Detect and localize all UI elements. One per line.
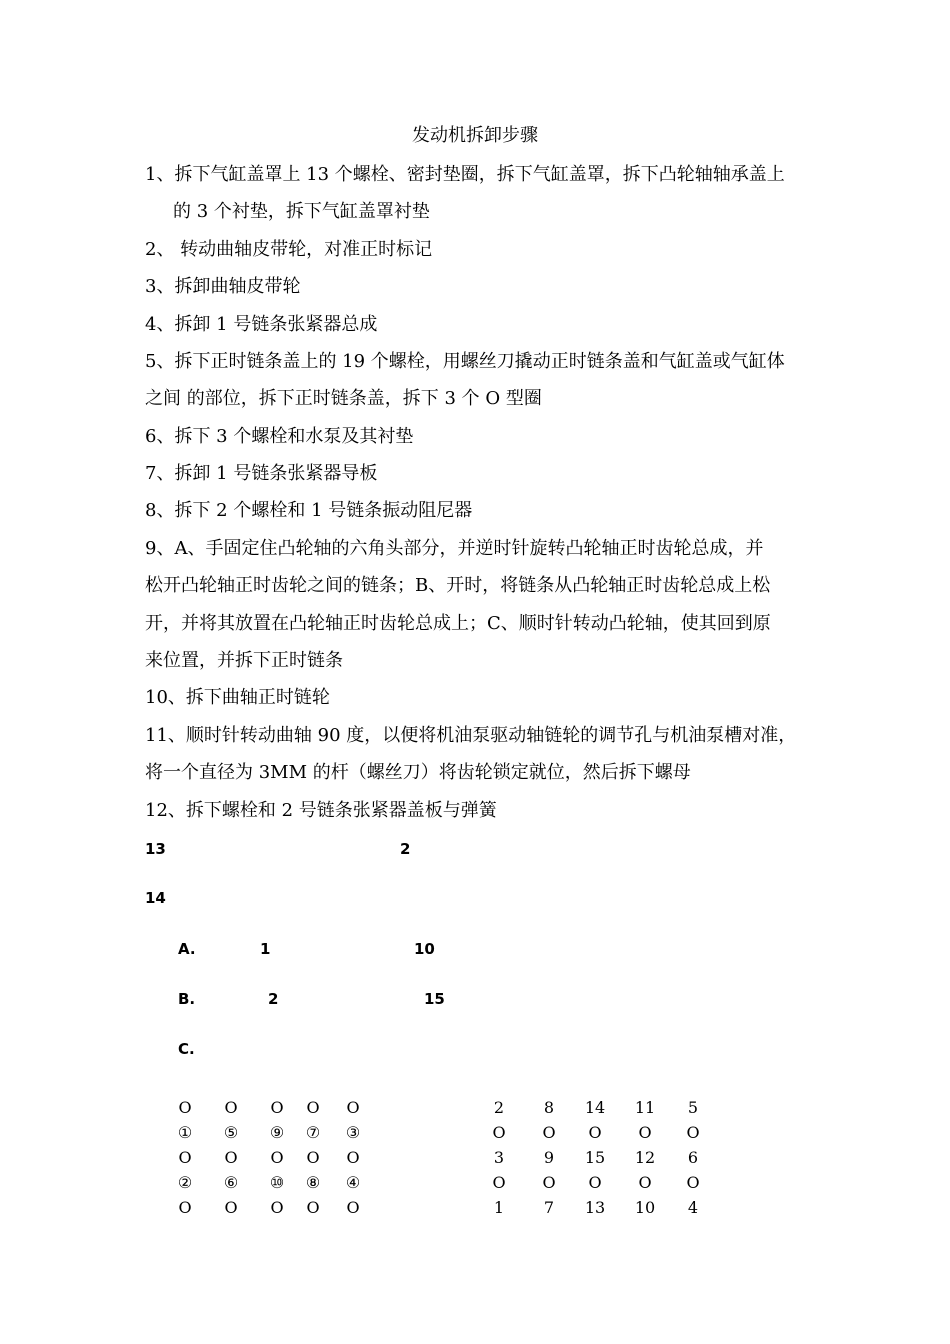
left_grid-cell: ⑦	[305, 1123, 321, 1142]
right_grid-cell: 8	[543, 1098, 555, 1117]
step-13-fragment: 2	[400, 840, 411, 858]
step-line-8: 8、拆下 2 个螺栓和 1 号链条振动阻尼器	[145, 500, 473, 521]
right_grid-cell: 12	[634, 1148, 656, 1167]
right_grid-cell: 13	[584, 1198, 606, 1217]
right_grid-cell: 2	[493, 1098, 505, 1117]
left_grid-cell: O	[224, 1198, 238, 1217]
right_grid-cell: O	[492, 1123, 506, 1142]
left_grid-cell: O	[270, 1098, 284, 1117]
step-line-11-cont: 将一个直径为 3MM 的杆（螺丝刀）将齿轮锁定就位，然后拆下螺母	[145, 762, 691, 783]
left_grid-cell: ①	[177, 1123, 193, 1142]
substep-b-fragment-2: 15	[424, 990, 445, 1008]
right_grid-cell: O	[588, 1173, 602, 1192]
step-line-4: 4、拆卸 1 号链条张紧器总成	[145, 314, 378, 335]
left_grid-cell: ③	[345, 1123, 361, 1142]
left_grid-cell: O	[178, 1148, 192, 1167]
step-line-2: 2、 转动曲轴皮带轮，对准正时标记	[145, 239, 433, 260]
step-line-1-cont: 的 3 个衬垫，拆下气缸盖罩衬垫	[173, 201, 430, 222]
substep-a-fragment-2: 10	[414, 940, 435, 958]
right_grid-cell: O	[638, 1173, 652, 1192]
substep-c-label: C.	[178, 1040, 195, 1058]
substep-b-label: B.	[178, 990, 196, 1008]
step-line-9-cont-2: 开，并将其放置在凸轮轴正时齿轮总成上；C、顺时针转动凸轮轴，使其回到原	[145, 613, 771, 634]
left_grid-cell: O	[306, 1148, 320, 1167]
step-line-7: 7、拆卸 1 号链条张紧器导板	[145, 463, 378, 484]
right_grid-cell: O	[638, 1123, 652, 1142]
left_grid-cell: ②	[177, 1173, 193, 1192]
step-line-9: 9、A、手固定住凸轮轴的六角头部分，并逆时针旋转凸轮轴正时齿轮总成，并	[145, 538, 764, 559]
substep-a-label: A.	[178, 940, 196, 958]
step-14-number: 14	[145, 889, 166, 907]
right_grid-cell: 6	[687, 1148, 699, 1167]
right_grid-cell: 11	[634, 1098, 656, 1117]
right_grid-cell: 14	[584, 1098, 606, 1117]
step-13-number: 13	[145, 840, 166, 858]
right_grid-cell: O	[542, 1173, 556, 1192]
step-line-3: 3、拆卸曲轴皮带轮	[145, 276, 301, 297]
right_grid-cell: 9	[543, 1148, 555, 1167]
left_grid-cell: O	[178, 1098, 192, 1117]
left_grid-cell: O	[306, 1198, 320, 1217]
right_grid-cell: O	[492, 1173, 506, 1192]
step-line-12: 12、拆下螺栓和 2 号链条张紧器盖板与弹簧	[145, 800, 497, 821]
right_grid-cell: O	[686, 1123, 700, 1142]
left_grid-cell: O	[346, 1148, 360, 1167]
left_grid-cell: O	[178, 1198, 192, 1217]
left_grid-cell: ⑤	[223, 1123, 239, 1142]
step-line-10: 10、拆下曲轴正时链轮	[145, 687, 330, 708]
left_grid-cell: ⑥	[223, 1173, 239, 1192]
left_grid-cell: ⑩	[269, 1173, 285, 1192]
step-line-1: 1、拆下气缸盖罩上 13 个螺栓、密封垫圈，拆下气缸盖罩，拆下凸轮轴轴承盖上	[145, 164, 785, 185]
left_grid-cell: O	[346, 1198, 360, 1217]
right_grid-cell: O	[588, 1123, 602, 1142]
right_grid-cell: 10	[634, 1198, 656, 1217]
step-line-5-cont: 之间 的部位，拆下正时链条盖，拆下 3 个 O 型圈	[145, 388, 542, 409]
right_grid-cell: O	[686, 1173, 700, 1192]
page-title: 发动机拆卸步骤	[412, 125, 538, 146]
left_grid-cell: ⑧	[305, 1173, 321, 1192]
substep-a-fragment-1: 1	[260, 940, 271, 958]
left_grid-cell: ⑨	[269, 1123, 285, 1142]
left_grid-cell: O	[306, 1098, 320, 1117]
left_grid-cell: O	[346, 1098, 360, 1117]
left_grid-cell: ④	[345, 1173, 361, 1192]
right_grid-cell: 5	[687, 1098, 699, 1117]
right_grid-cell: 1	[493, 1198, 505, 1217]
right_grid-cell: 4	[687, 1198, 699, 1217]
left_grid-cell: O	[270, 1148, 284, 1167]
left_grid-cell: O	[224, 1148, 238, 1167]
step-line-6: 6、拆下 3 个螺栓和水泵及其衬垫	[145, 426, 414, 447]
right_grid-cell: 7	[543, 1198, 555, 1217]
right_grid-cell: 15	[584, 1148, 606, 1167]
right_grid-cell: 3	[493, 1148, 505, 1167]
left_grid-cell: O	[224, 1098, 238, 1117]
step-line-5: 5、拆下正时链条盖上的 19 个螺栓，用螺丝刀撬动正时链条盖和气缸盖或气缸体	[145, 351, 785, 372]
left_grid-cell: O	[270, 1198, 284, 1217]
right_grid-cell: O	[542, 1123, 556, 1142]
step-line-11: 11、顺时针转动曲轴 90 度，以便将机油泵驱动轴链轮的调节孔与机油泵槽对准，	[145, 725, 797, 746]
step-line-9-cont-1: 松开凸轮轴正时齿轮之间的链条；B、开时，将链条从凸轮轴正时齿轮总成上松	[145, 575, 771, 596]
substep-b-fragment-1: 2	[268, 990, 279, 1008]
step-line-9-cont-3: 来位置，并拆下正时链条	[145, 650, 343, 671]
